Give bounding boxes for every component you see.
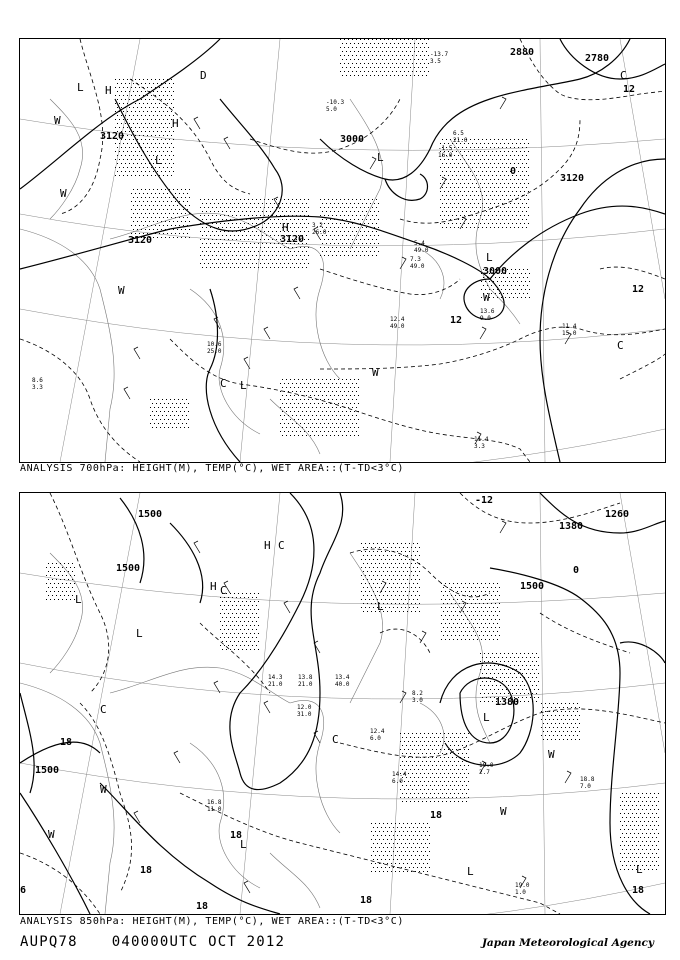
system-symbol: L <box>77 81 84 94</box>
station-value: 18.8 <box>580 776 595 783</box>
product-header <box>20 934 319 950</box>
height-label: 1380 <box>559 521 584 532</box>
station-value: 10.6 <box>207 341 222 348</box>
temp-label: 12 <box>632 284 645 295</box>
station-value: 49.0 <box>414 247 429 254</box>
system-symbol: H <box>172 117 179 130</box>
temp-label: 0 <box>573 565 580 576</box>
system-symbol: C <box>332 733 339 746</box>
contour-labels <box>20 495 644 912</box>
system-symbol: W <box>54 114 61 127</box>
station-value: 31.0 <box>297 711 312 718</box>
station-value: 3.3 <box>32 384 43 391</box>
system-symbol: H <box>210 580 217 593</box>
temp-label: 18 <box>140 865 153 876</box>
caption-700hpa: ANALYSIS 700hPa: HEIGHT(M), TEMP(°C), WET AREA::(T-TD<3°C) <box>20 463 404 474</box>
temp-label: 12 <box>450 315 463 326</box>
height-label: 1500 <box>138 509 163 520</box>
system-symbol: W <box>100 783 107 796</box>
system-symbol: W <box>500 805 507 818</box>
map-700hpa <box>19 38 666 463</box>
station-value: 16.8 <box>207 799 222 806</box>
system-symbol: W <box>48 828 55 841</box>
height-label: 2780 <box>585 53 610 64</box>
system-symbol: L <box>377 600 384 613</box>
system-symbol: L <box>483 711 490 724</box>
station-value: 14.3 <box>268 674 283 681</box>
station-value: 3.2 <box>312 222 323 229</box>
temp-label: 18 <box>60 737 73 748</box>
station-value: 11.0 <box>207 806 222 813</box>
height-label: 3000 <box>340 134 365 145</box>
temp-label: 0 <box>510 166 517 177</box>
station-observations <box>207 674 595 896</box>
system-symbol: L <box>155 154 162 167</box>
station-value: 19.0 <box>515 882 530 889</box>
station-observations <box>32 51 577 450</box>
system-symbol: W <box>372 366 379 379</box>
coastlines <box>20 553 490 914</box>
caption-850hpa: ANALYSIS 850hPa: HEIGHT(M), TEMP(°C), WET AREA::(T-TD<3°C) <box>20 916 404 927</box>
temp-label: -12 <box>475 495 494 506</box>
temp-label: 18 <box>632 885 645 896</box>
station-value: -10.3 <box>326 99 345 106</box>
system-symbol: C <box>620 69 627 82</box>
system-symbol: D <box>200 69 207 82</box>
station-value: 5.4 <box>414 240 425 247</box>
station-value: 13.8 <box>298 674 313 681</box>
system-symbol: H <box>282 221 289 234</box>
station-value: -1.5 <box>438 145 453 152</box>
station-value: 11.4 <box>562 323 577 330</box>
height-label: 3120 <box>280 234 305 245</box>
system-symbol: C <box>617 339 624 352</box>
station-value: 8.6 <box>32 377 43 384</box>
system-symbol: W <box>60 187 67 200</box>
station-value: 21.0 <box>453 137 468 144</box>
height-label: 2880 <box>510 47 535 58</box>
station-value: 26.0 <box>312 229 327 236</box>
station-value: 6.0 <box>370 735 381 742</box>
station-value: 16.0 <box>438 152 453 159</box>
system-symbol: W <box>483 291 490 304</box>
system-symbol: L <box>467 865 474 878</box>
height-label: 1500 <box>35 765 60 776</box>
height-label: 1260 <box>605 509 630 520</box>
temp-label: 18 <box>360 895 373 906</box>
system-symbol: H <box>264 539 271 552</box>
agency-name: Japan Meteorological Agency <box>481 937 654 949</box>
map-850hpa <box>19 492 666 915</box>
station-value: 9.0 <box>480 315 491 322</box>
temp-label: 12 <box>623 84 636 95</box>
station-value: 5.0 <box>326 106 337 113</box>
station-value: 25.0 <box>207 348 222 355</box>
station-value: 2.7 <box>479 769 490 776</box>
height-label: 3000 <box>483 266 508 277</box>
map-850hpa-svg <box>20 493 665 914</box>
station-value: 11.4 <box>474 436 489 443</box>
station-value: -13.7 <box>430 51 449 58</box>
station-value: 40.0 <box>335 681 350 688</box>
station-value: 49.0 <box>410 263 425 270</box>
station-value: 6.5 <box>453 130 464 137</box>
valid-time: 040000UTC OCT 2012 <box>111 934 286 950</box>
map-700hpa-svg <box>20 39 665 462</box>
station-value: 13.6 <box>480 308 495 315</box>
wet-area-stipple <box>115 39 530 436</box>
station-value: 12.4 <box>390 316 405 323</box>
station-value: 3.5 <box>430 58 441 65</box>
system-symbol: H <box>105 84 112 97</box>
temp-label: 6 <box>20 885 27 896</box>
height-label: 1500 <box>116 563 141 574</box>
system-symbol: C <box>278 539 285 552</box>
graticule <box>20 493 665 914</box>
station-value: 1.0 <box>515 889 526 896</box>
station-value: 7.0 <box>580 783 591 790</box>
station-value: 15.0 <box>562 330 577 337</box>
temp-contours <box>20 493 665 914</box>
system-symbol: C <box>100 703 107 716</box>
height-label: 1380 <box>495 697 520 708</box>
pressure-symbols <box>48 539 643 878</box>
station-value: 3.0 <box>412 697 423 704</box>
station-value: 12.0 <box>297 704 312 711</box>
station-value: 21.0 <box>298 681 313 688</box>
system-symbol: C <box>220 584 227 597</box>
station-value: 49.0 <box>390 323 405 330</box>
station-value: 8.2 <box>412 690 423 697</box>
station-value: 21.0 <box>268 681 283 688</box>
height-label: 3120 <box>128 235 153 246</box>
system-symbol: W <box>118 284 125 297</box>
system-symbol: L <box>636 863 643 876</box>
station-value: 14.4 <box>392 771 407 778</box>
temp-label: 18 <box>230 830 243 841</box>
station-value: 7.3 <box>410 256 421 263</box>
station-value: 6.0 <box>392 778 403 785</box>
system-symbol: L <box>240 379 247 392</box>
system-symbol: L <box>377 151 384 164</box>
height-label: 3120 <box>100 131 125 142</box>
height-label: 1500 <box>520 581 545 592</box>
system-symbol: L <box>240 838 247 851</box>
system-symbol: L <box>136 627 143 640</box>
station-value: 12.4 <box>370 728 385 735</box>
system-symbol: W <box>548 748 555 761</box>
height-label: 3120 <box>560 173 585 184</box>
product-code: AUPQ78 <box>20 934 78 950</box>
system-symbol: C <box>220 377 227 390</box>
height-contours <box>20 493 665 914</box>
temp-label: 18 <box>430 810 443 821</box>
contour-labels <box>100 47 644 326</box>
station-value: 19.0 <box>479 762 494 769</box>
system-symbol: L <box>75 593 82 606</box>
station-value: 13.4 <box>335 674 350 681</box>
temp-label: 18 <box>196 901 209 912</box>
station-value: 3.3 <box>474 443 485 450</box>
system-symbol: L <box>486 251 493 264</box>
